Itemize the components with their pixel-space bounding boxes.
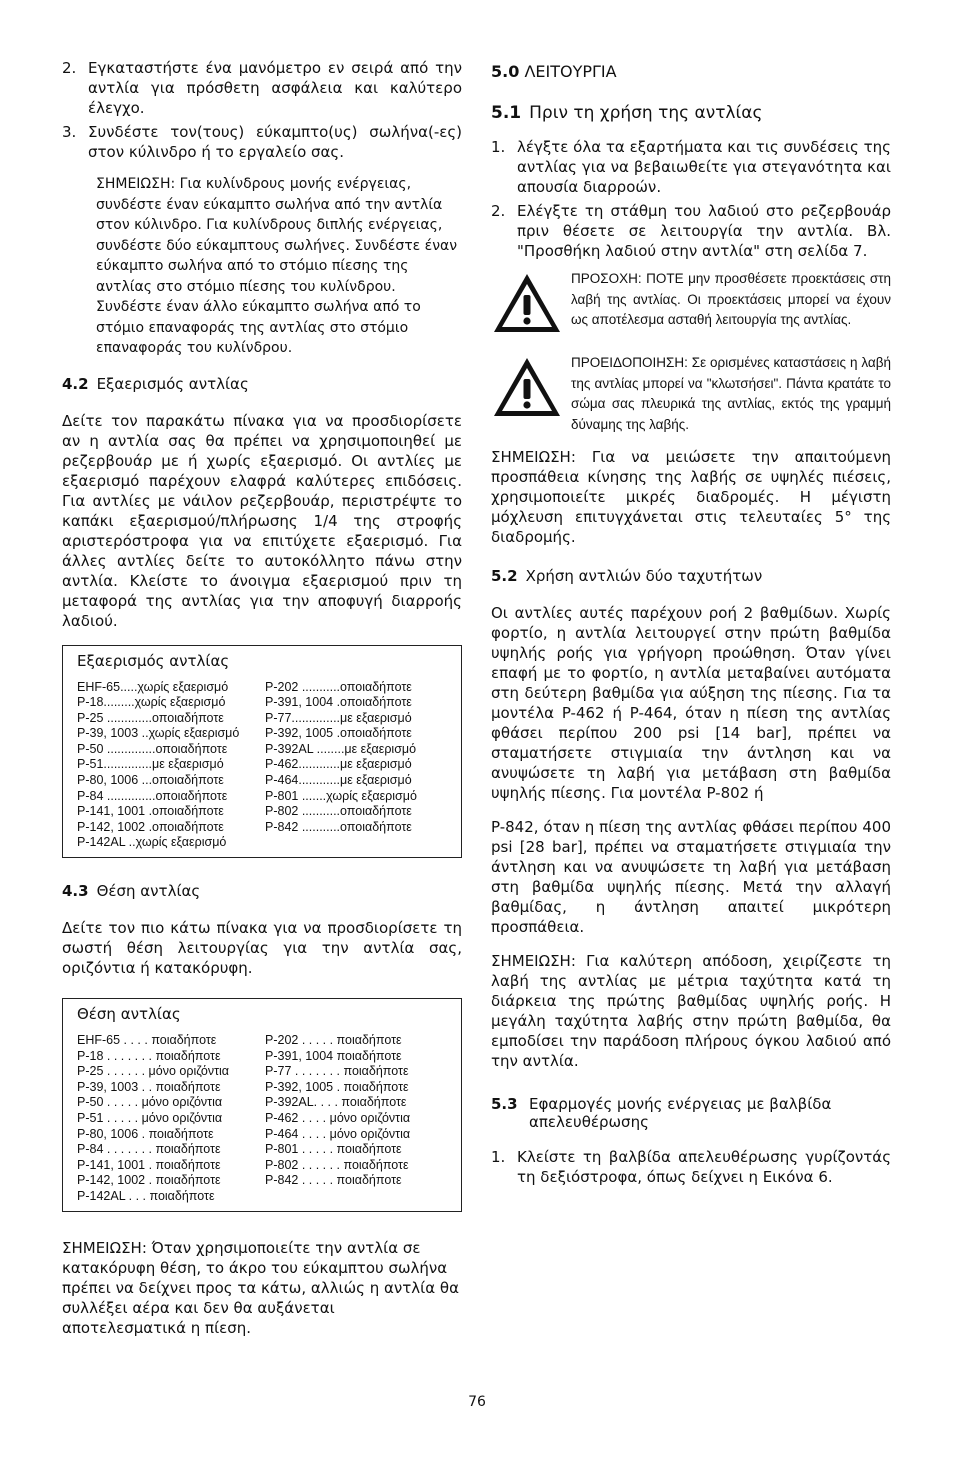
list-item [491,201,891,261]
note-speed: ΣΗΜΕΙΩΣΗ: Για καλύτερη απόδοση, χειρίζεστε τη λαβή της αντλίας με μέτρια ταχύτητα κατά τη διάρκεια της πρώτης βαθμίδας υψηλής ροής. Η μεγάλη ταχύτητα λαβής στην πρώτη βαθμίδα, θα εμποδίσει την παράδοση πλήρους όγκου λαδιού από την αντλία. [491,952,891,1070]
table-row: P-18 . . . . . . . ποιαδήποτε [77,1048,221,1063]
table-row: P-392, 1005 . ποιαδήποτε [265,1079,409,1094]
caution-text: ΠΡΟΣΟΧΗ: ΠΟΤΕ μην προσθέσετε προεκτάσεις στη λαβή της αντλίας. Οι προεκτάσεις μπορεί να έχουν ως αποτέλεσμα ασταθή λειτουργία της αντλίας. [571,271,891,327]
table-row: P-801 .......χωρίς εξαερισμό [265,788,417,803]
table-row: P-39, 1003 ..χωρίς εξαερισμό [77,726,240,741]
section-5-3-heading [491,1095,891,1131]
position-table-col-2 [263,1033,451,1205]
table-row: P-84 . . . . . . . ποιαδήποτε [77,1142,221,1157]
list-item-text: λέγξτε όλα τα εξαρτήματα και τις συνδέσεις της αντλίας για να βεβαιωθείτε για στεγανότητα και απουσία διαρροών. [517,138,891,196]
note-hoses: ΣΗΜΕΙΩΣΗ: Για κυλίνδρους μονής ενέργειας, συνδέστε έναν εύκαμπτο σωλήνα από την αντλία στον κύλινδρο. Για κυλίνδρους διπλής ενέργειας, συνδέστε δύο εύκαμπτους σωλήνες. Συνδέστε έναν εύκαμπτο σωλήνα από το στόμιο πίεσης της αντλίας στο στόμιο πίεσης του κυλίνδρου. Συνδέστε έναν άλλο εύκαμπτο σωλήνα από το στόμιο επαναφοράς της αντλίας στο στόμιο επαναφοράς του κυλίνδρου. [96,176,458,356]
vent-table-col-2 [263,680,451,852]
list-item [491,137,891,197]
list-item-text: Εγκαταστήστε ένα μανόμετρο εν σειρά από την αντλία για πρόσθετη ασφάλεια και καλύτερο έλεγχο. [88,59,462,117]
table-row: P-77..............με εξαερισμό [265,710,412,725]
list-item-number: 3. [62,123,77,141]
table-row: P-84 ..............οποιαδήποτε [77,788,228,803]
list-item [62,122,462,162]
caution-block [491,269,891,335]
section-title: Εξαερισμός αντλίας [96,374,249,393]
position-table-col-1 [77,1033,263,1205]
section-number: 5.2 [491,567,518,585]
vent-table-title: Εξαερισμός αντλίας [77,651,230,670]
list-item-text: Συνδέστε τον(τους) εύκαμπτο(υς) σωλήνα(-ες) στον κύλινδρο ή το εργαλείο σας. [88,123,462,161]
table-row: P-77 . . . . . . . ποιαδήποτε [265,1064,409,1079]
table-row: P-391, 1004 .οποιαδήποτε [265,695,412,710]
table-row: P-391, 1004 ποιαδήποτε [265,1048,402,1063]
table-row: P-142, 1002 .οποιαδήποτε [77,819,224,834]
table-row: P-80, 1006 ...οποιαδήποτε [77,773,224,788]
warning-text: ΠΡΟΕΙΔΟΠΟΙΗΣΗ: Σε ορισμένες καταστάσεις η λαβή της αντλίας μπορεί να "κλωτσήσει". Πάντα κρατάτε το σώμα σας πλευρικά της αντλίας, εκτός της γραμμή δύναμης της λαβής. [571,355,891,432]
note-vertical: ΣΗΜΕΙΩΣΗ: Όταν χρησιμοποιείτε την αντλία σε κατακόρυφη θέση, το άκρο του εύκαμπτου σωλήνα πρέπει να δείχνει προς τα κάτω, αλλιώς η αντλία θα συλλέξει αέρα και δεν θα αυξάνεται αποτελεσματικά η πίεση. [62,1238,459,1337]
list-item-number: 1. [491,1148,506,1166]
section-4-3-heading [62,882,462,900]
table-row: EHF-65 . . . . ποιαδήποτε [77,1033,217,1048]
right-column [491,58,891,1191]
table-row: P-80, 1006 . ποιαδήποτε [77,1126,214,1141]
table-row: P-462 . . . . μόνο οριζόντια [265,1111,411,1125]
table-row: P-142, 1002 . ποιαδήποτε [77,1173,221,1188]
section-title: Θέση αντλίας [96,882,201,901]
table-row: EHF-65.....χωρίς εξαερισμό [77,679,229,694]
table-row: P-802 . . . . . . ποιαδήποτε [265,1157,409,1172]
table-row: P-25 .............οποιαδήποτε [77,710,224,725]
table-row: P-392AL. . . . ποιαδήποτε [265,1095,407,1110]
table-row: P-141, 1001 .οποιαδήποτε [77,804,224,819]
section-5-2-heading [491,567,891,585]
warning-block [491,353,891,435]
table-row: P-51..............με εξαερισμό [77,757,224,772]
list-item-number: 2. [491,202,506,220]
list-item [62,58,462,118]
position-table-title: Θέση αντλίας [77,1005,181,1024]
table-row: P-202 . . . . . ποιαδήποτε [265,1033,402,1048]
table-row: P-802 ...........οποιαδήποτε [265,804,412,819]
section-5-2-paragraph-2: P-842, όταν η πίεση της αντλίας φθάσει περίπου 400 psi [28 bar], πρέπει να σταματήσετε στιγμιαία την άντληση και να ανυψώσετε τη λαβή για μετάβαση στη βαθμίδα υψηλής πίεσης. Μετά την αλλαγή βαθμίδας, η άντληση απαιτεί μικρότερη προσπάθεια. [491,818,891,936]
section-4-2-heading [62,375,462,393]
table-row: P-842 . . . . . ποιαδήποτε [265,1173,402,1188]
section-number: 5.1 [491,103,522,123]
position-table [62,998,462,1212]
table-row: P-50 . . . . . μόνο οριζόντια [77,1095,223,1110]
table-row: P-464............με εξαερισμό [265,773,412,788]
section-title: ΛΕΙΤΟΥΡΓΙΑ [524,62,617,81]
section-4-2-paragraph: Δείτε τον παρακάτω πίνακα για να προσδιορίσετε αν η αντλία σας θα πρέπει να χρησιμοποιηθεί με ρεζερβουάρ με ή χωρίς εξαερισμό. Οι αντλίες με εξαερισμό παρέχουν ελαφρά καλύτερες επιδόσεις. Για αντλίες με νάιλον ρεζερβουάρ, περιστρέψτε το καπάκι εξαερισμού/πλήρωσης 1/4 της στροφής αριστερόστροφα για να επιτύχετε εξαερισμό. Για άλλες αντλίες δείτε το αυτοκόλλητο πάνω στην αντλία. Κλείστε το άνοιγμα εξαερισμού πριν τη μεταφορά της αντλίας για την αποφυγή διαρροής λαδιού. [62,411,462,630]
table-row: P-142AL . . . ποιαδήποτε [77,1188,215,1203]
section-title: Εφαρμογές μονής ενέργειας με βαλβίδα απελευθέρωσης [529,1095,832,1131]
list-item [491,1147,891,1187]
warning-triangle-icon [491,355,563,419]
section-number: 4.3 [62,882,89,901]
table-row: P-392, 1005 .οποιαδήποτε [265,726,412,741]
note-effort: ΣΗΜΕΙΩΣΗ: Για να μειώσετε την απαιτούμενη προσπάθεια κίνησης της λαβής σε υψηλές πιέσεις, χρησιμοποιείτε μικρές διαδρομές. Η μέγιστη μόχλευση επιτυγχάνεται στις τελευταίες 5° της διαδρομής. [491,448,891,546]
vent-table-col-1 [77,680,263,852]
table-row: P-464 . . . . μόνο οριζόντια [265,1126,411,1141]
section-5-2-paragraph-1: Οι αντλίες αυτές παρέχουν ροή 2 βαθμίδων. Χωρίς φορτίο, η αντλία λειτουργεί στην πρώτη βαθμίδα υψηλής ροής για γρήγορη προώθηση. Όταν γίνει επαφή με το φορτίο, η αντλία μεταβαίνει αυτόματα στη δεύτερη βαθμίδα για αύξηση της πίεσης. Για τα μοντέλα P-462 ή P-464, όταν η πίεση της αντλίας φθάσει περίπου 200 psi [14 bar], πρέπει να σταματήσετε στιγμιαία την άντληση και να ανυψώσετε τη λαβή για μετάβαση στη βαθμίδα υψηλής πίεσης. Για μοντέλα P-802 ή [491,604,891,802]
section-4-3-paragraph: Δείτε τον πιο κάτω πίνακα για να προσδιορίσετε τη σωστή θέση λειτουργίας για την αντλία σας, οριζόντια ή κατακόρυφη. [62,919,462,978]
table-row: P-202 ...........οποιαδήποτε [265,679,412,694]
table-row: P-50 ..............οποιαδήποτε [77,741,228,756]
table-row: P-18.........χωρίς εξαερισμό [77,695,226,710]
table-row: P-39, 1003 . . ποιαδήποτε [77,1079,221,1094]
section-5-0-heading [491,62,891,81]
vent-table [62,645,462,859]
list-item-number: 1. [491,138,506,156]
table-row: P-25 . . . . . . μόνο οριζόντια [77,1064,230,1079]
section-number: 4.2 [62,374,89,393]
list-item-number: 2. [62,59,77,77]
list-item-text: Κλείστε τη βαλβίδα απελευθέρωσης γυρίζοντάς τη δεξιόστροφα, όπως δείχνει η Εικόνα 6. [517,1148,891,1186]
table-row: P-801 . . . . . ποιαδήποτε [265,1142,402,1157]
table-row: P-392AL ........με εξαερισμό [265,741,417,756]
table-row: P-141, 1001 . ποιαδήποτε [77,1157,221,1172]
table-row: P-142AL ..χωρίς εξαερισμό [77,835,227,850]
left-column [62,58,462,1348]
page-number: 76 [468,1394,486,1410]
section-number: 5.3 [491,1095,518,1113]
table-row: P-462............με εξαερισμό [265,757,412,772]
warning-triangle-icon [491,271,563,335]
section-5-1-heading [491,103,891,123]
section-title: Χρήση αντλιών δύο ταχυτήτων [525,567,763,585]
section-number: 5.0 [491,62,520,81]
list-item-text: Ελέγξτε τη στάθμη του λαδιού στο ρεζερβουάρ πριν θέσετε σε λειτουργία την αντλία. Βλ. "Προσθήκη λαδιού στην αντλία" στη σελίδα 7. [517,202,891,260]
table-row: P-51 . . . . . μόνο οριζόντια [77,1111,223,1125]
table-row: P-842 ...........οποιαδήποτε [265,819,412,834]
section-title: Πριν τη χρήση της αντλίας [529,103,763,123]
